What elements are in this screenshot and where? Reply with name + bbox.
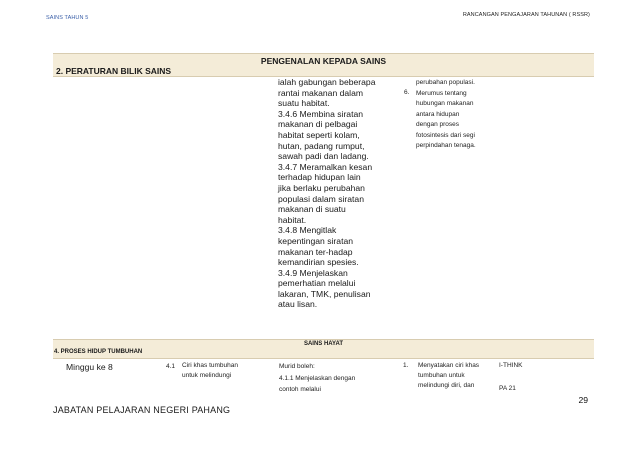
standard-line: pemerhatian melalui [278, 278, 356, 289]
section-title: SAINS HAYAT [303, 341, 344, 347]
standard-line: sawah padi dan ladang. [278, 151, 369, 162]
topic-line: Ciri khas tumbuhan [182, 362, 238, 369]
performance-line: antara hidupan [416, 110, 460, 118]
standard-line: habitat seperti kolam, [278, 129, 360, 140]
objective-line: contoh melalui [279, 386, 321, 393]
standard-line: 3.4.7 Meramalkan kesan [278, 161, 373, 172]
standard-line: makanan di suatu [278, 204, 346, 215]
section-title: PENGENALAN KEPADA SAINS [260, 56, 387, 66]
standard-line: hutan, padang rumput, [278, 140, 365, 151]
standard-line: 3.4.6 Membina siratan [278, 108, 364, 119]
content-standard-topic [182, 361, 238, 381]
standard-line: 3.4.9 Menjelaskan [278, 267, 348, 278]
topic-line: untuk melindungi [182, 372, 232, 379]
criteria-number: 1. [403, 362, 409, 369]
standard-line: terhadap hidupan lain [278, 172, 361, 183]
note-pa21: PA 21 [499, 385, 516, 392]
section-subtitle: 2. PERATURAN BILIK SAINS [56, 66, 172, 76]
note-ithink: I-THINK [499, 362, 523, 369]
performance-line: fotosintesis dari segi [416, 131, 475, 139]
criteria-line: melindungi diri, dan [418, 382, 475, 389]
performance-line: dengan proses [416, 121, 460, 128]
performance-description-column [416, 78, 511, 152]
performance-line: perubahan populasi. [416, 79, 475, 86]
objective-line: 4.1.1 Menjelaskan dengan [279, 374, 356, 382]
page-number: 29 [578, 395, 588, 405]
standard-line: rantai makanan dalam [278, 87, 364, 98]
standard-line: makanan di pelbagai [278, 119, 358, 130]
header-document-title: RANCANGAN PENGAJARAN TAHUNAN ( RSSR) [462, 12, 590, 18]
standard-line: kemandirian spesies. [278, 257, 359, 268]
criteria-line: tumbuhan untuk [418, 372, 465, 379]
standard-line: makanan ter-hadap [278, 246, 353, 257]
criteria-line: Menyatakan ciri khas [418, 362, 480, 369]
standard-line: atau lisan. [278, 299, 318, 310]
section-subtitle: 4. PROSES HIDUP TUMBUHAN [54, 349, 143, 355]
standard-line: kepentingan siratan [278, 235, 354, 246]
standard-line: populasi dalam siratan [278, 193, 364, 204]
section-band-sains-hayat [53, 339, 594, 359]
header-subject: SAINS TAHUN 5 [46, 15, 89, 21]
performance-line: perpindahan tenaga. [416, 142, 476, 149]
criteria-description [418, 361, 479, 391]
standard-line: habitat. [278, 214, 307, 225]
performance-level-number: 6. [404, 89, 410, 96]
section-band-pengenalan [53, 53, 594, 77]
standard-line: ialah gabungan beberapa [278, 77, 376, 87]
content-standard-code: 4.1 [166, 363, 176, 370]
standard-line: suatu habitat. [278, 98, 330, 109]
performance-line: hubungan makanan [416, 100, 474, 107]
week-label: Minggu ke 8 [66, 362, 113, 372]
standard-line: jika berlaku perubahan [278, 182, 365, 193]
footer-organization: JABATAN PELAJARAN NEGERI PAHANG [53, 405, 231, 415]
objective-line: Murid boleh: [279, 363, 315, 370]
standard-line: 3.4.8 Mengitlak [278, 225, 337, 236]
learning-standards-column [278, 77, 393, 310]
standard-line: lakaran, TMK, penulisan [278, 288, 371, 299]
performance-line: Merumus tentang [416, 89, 467, 97]
learning-objective [279, 361, 355, 396]
